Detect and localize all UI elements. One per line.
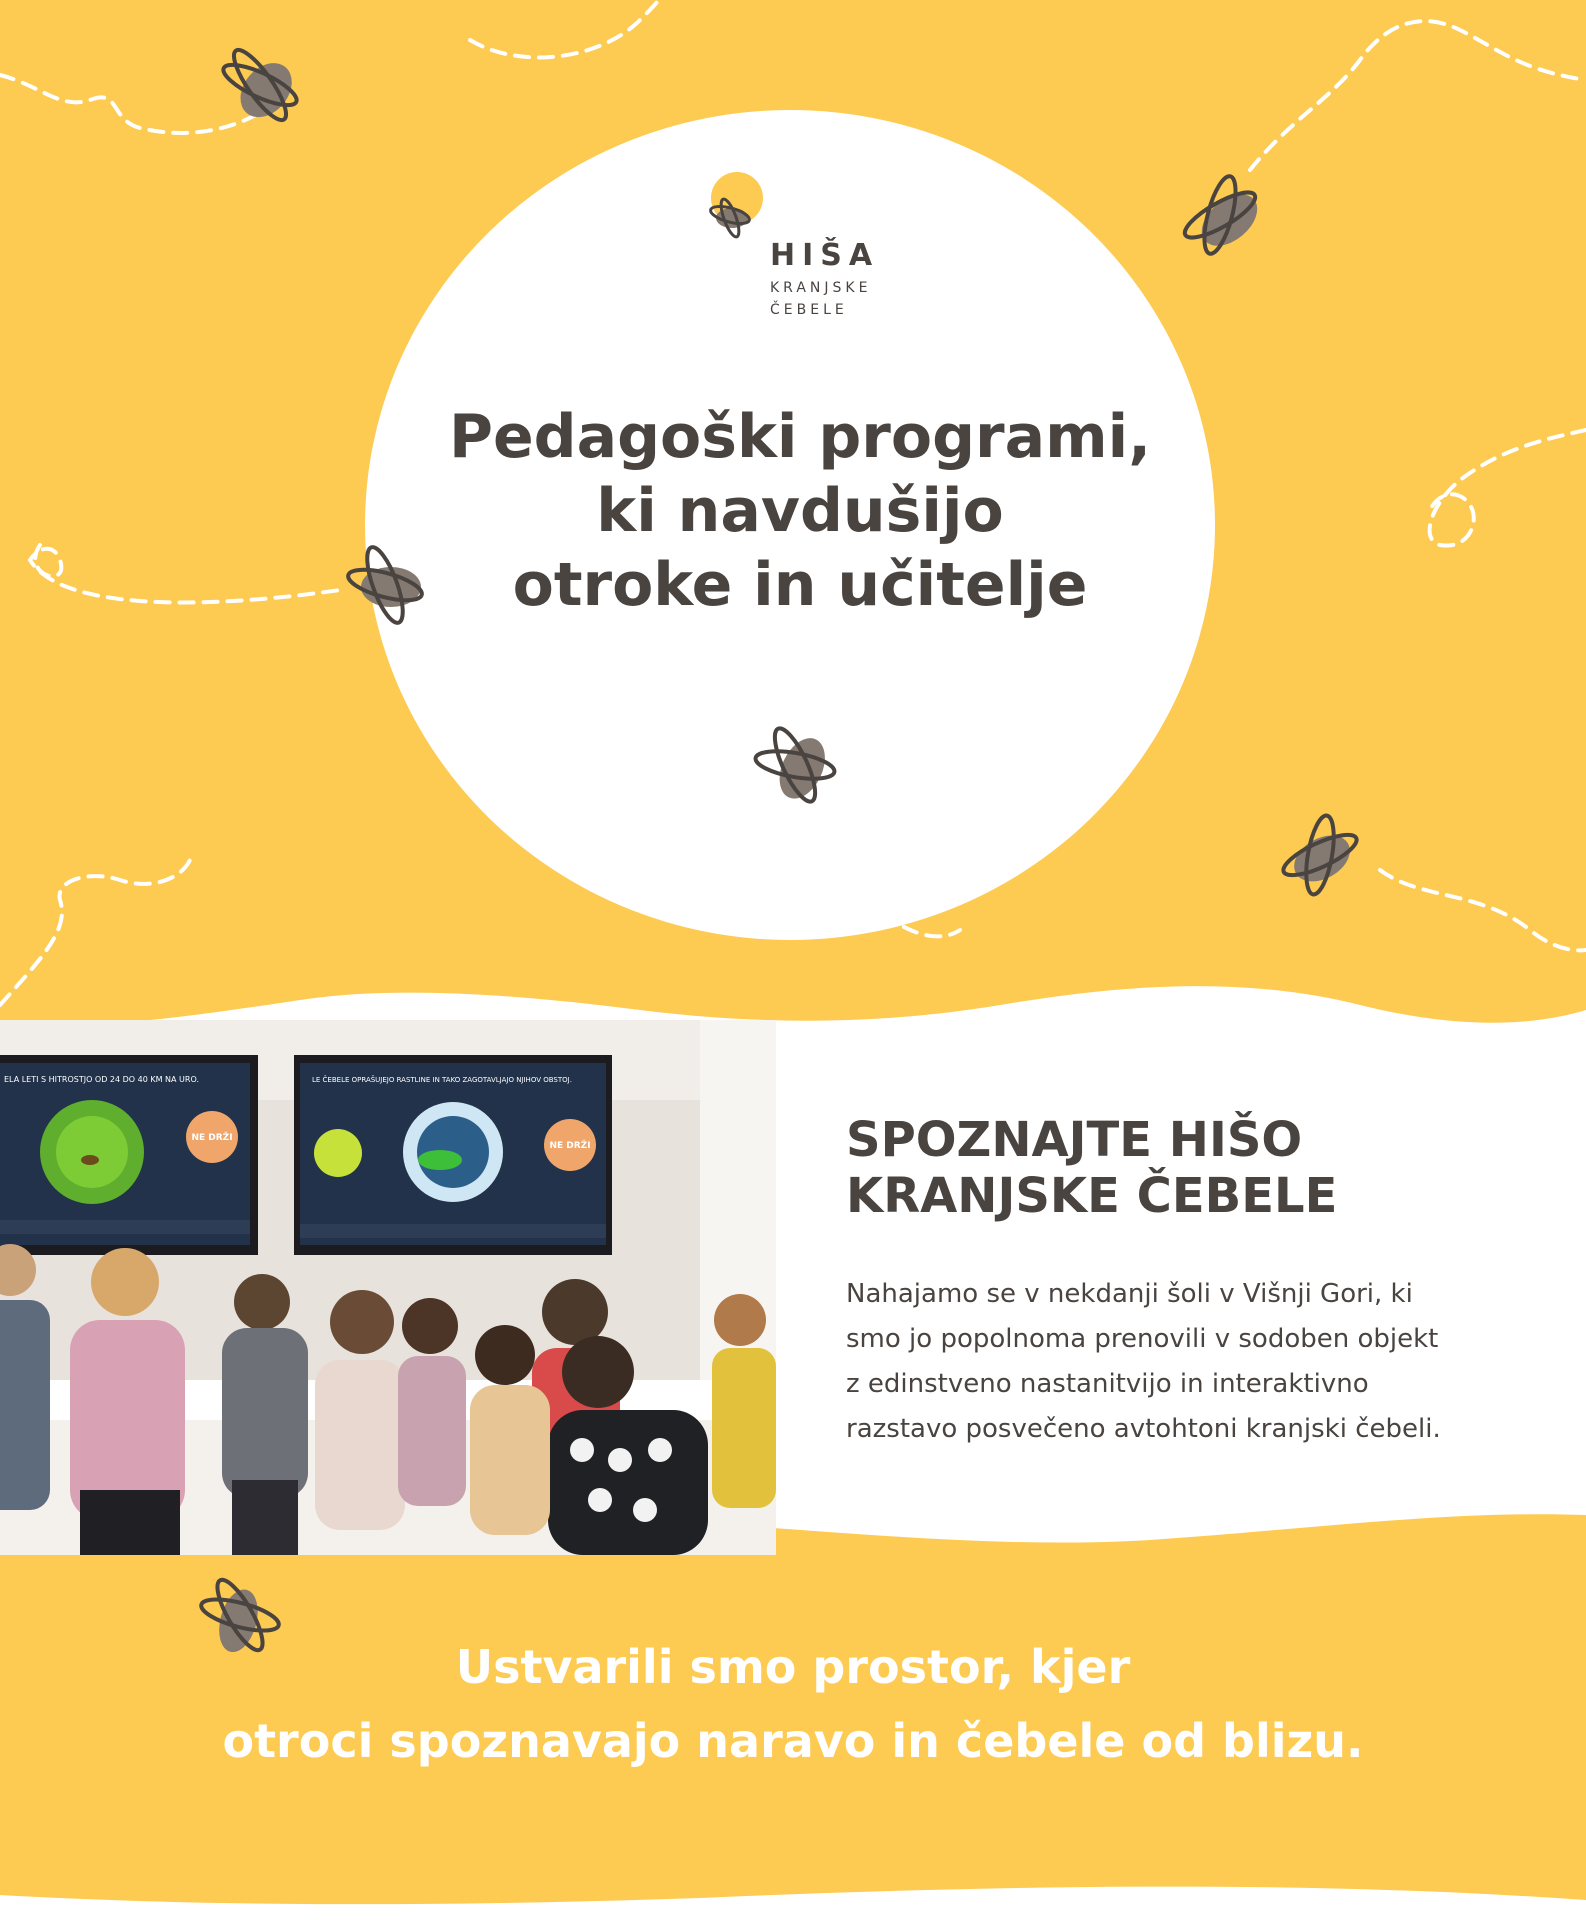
logo-title: HIŠA [770,238,880,273]
section-body [846,1272,1546,1452]
section-title-line: SPOZNAJTE HIŠO [846,1112,1303,1168]
left-screen-caption: ELA LETI S HITROSTJO OD 24 DO 40 KM NA URO. [4,1075,199,1084]
right-screen-button-label: NE DRŽI [549,1141,591,1151]
logo-bee-icon [690,170,770,250]
logo-subtitle-line1: KRANJSKE [770,280,872,296]
headline-line: ki navdušijo [596,476,1004,546]
section-title-line: KRANJSKE ČEBELE [846,1168,1338,1224]
bee-icon [205,30,315,140]
logo-subtitle-line2: ČEBELE [770,302,848,318]
closing-line: Ustvarili smo prostor, kjer [455,1640,1131,1694]
section-body-line: z edinstveno nastanitvijo in interaktivno [846,1369,1369,1399]
bee-icon [1265,800,1375,910]
section-body-line: Nahajamo se v nekdanji šoli v Višnji Gori, ki [846,1279,1413,1309]
children-at-exhibit-photo [0,1020,776,1555]
left-screen-button-label: NE DRŽI [191,1133,233,1143]
closing-line: otroci spoznavajo naravo in čebele od blizu. [222,1714,1364,1768]
section-title [846,1112,1526,1224]
right-screen [294,1055,612,1255]
left-screen [0,1055,258,1255]
logo [690,170,900,320]
section-body-line: smo jo popolnoma prenovili v sodoben objekt [846,1324,1439,1354]
closing-statement [100,1630,1486,1778]
bee-icon [740,710,850,820]
bee-icon [1165,160,1275,270]
headline-line: otroke in učitelje [512,550,1088,620]
section-body-line: razstavo posvečeno avtohtoni kranjski čebeli. [846,1414,1441,1444]
page-headline [420,400,1180,622]
right-screen-caption: LE ČEBELE OPRAŠUJEJO RASTLINE IN TAKO ZAGOTAVLJAJO NJIHOV OBSTOJ. [312,1076,572,1084]
headline-line: Pedagoški programi, [448,402,1151,472]
